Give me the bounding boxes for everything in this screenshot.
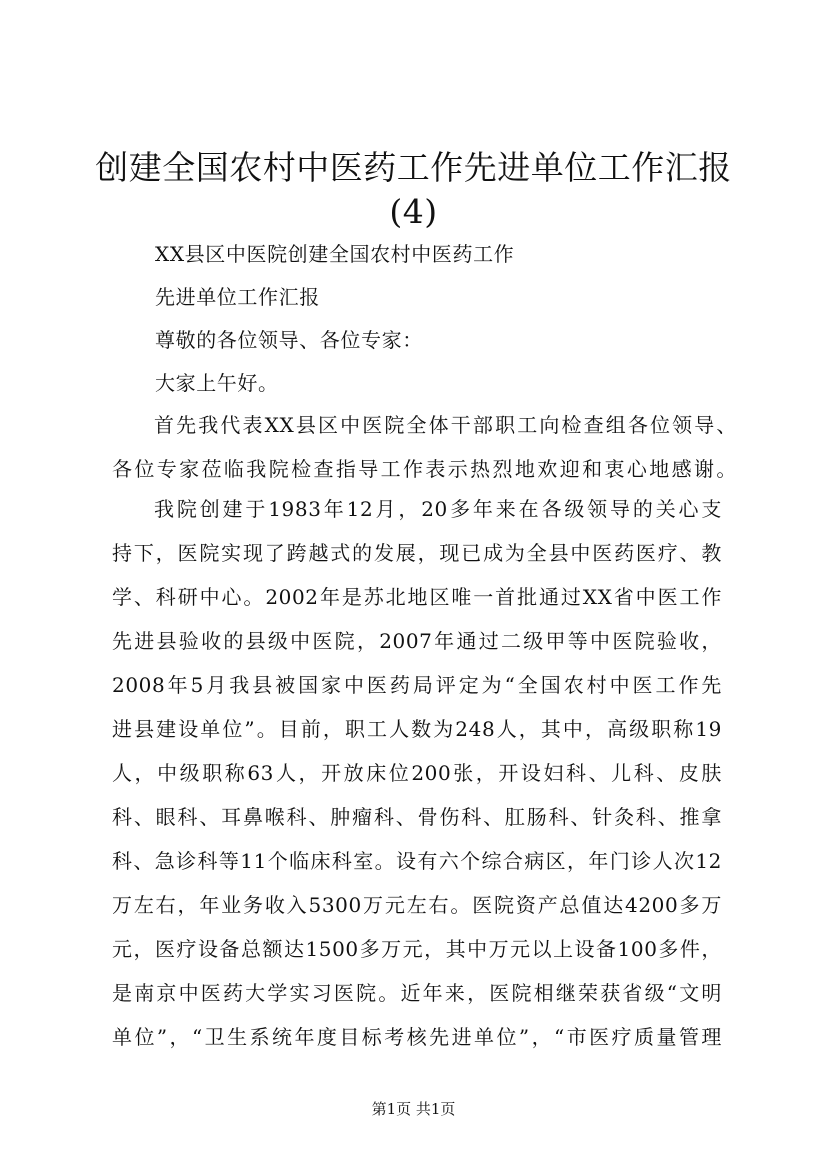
title-line-1: 创建全国农村中医药工作先进单位工作汇报	[95, 148, 732, 187]
paragraph-line: 人，中级职称63人，开放床位200张，开设妇科、儿科、皮肤	[112, 761, 722, 785]
paragraph-line: 学、科研中心。2002年是苏北地区唯一首批通过XX省中医工作	[112, 585, 722, 609]
paragraph-hospital-overview	[112, 487, 722, 1059]
paragraph-line: 科、眼科、耳鼻喉科、肿瘤科、骨伤科、肛肠科、针灸科、推拿	[112, 805, 722, 829]
paragraph-line: 单位”，“卫生系统年度目标考核先进单位”，“市医疗质量管理	[112, 1025, 722, 1049]
paragraph-line: 是南京中医药大学实习医院。近年来，医院相继荣获省级“文明	[112, 981, 722, 1005]
greeting-line: 大家上午好。	[155, 371, 279, 395]
header-line-report-title: 先进单位工作汇报	[155, 285, 320, 309]
paragraph-line: 首先我代表XX县区中医院全体干部职工向检查组各位领导、	[154, 413, 737, 437]
header-line-organization: XX县区中医院创建全国农村中医药工作	[155, 242, 515, 266]
paragraph-line: 2008年5月我县被国家中医药局评定为“全国农村中医工作先	[112, 673, 722, 697]
paragraph-line: 先进县验收的县级中医院，2007年通过二级甲等中医院验收，	[112, 629, 722, 653]
paragraph-welcome	[112, 403, 737, 491]
paragraph-line: 各位专家莅临我院检查指导工作表示热烈地欢迎和衷心地感谢。	[112, 457, 737, 481]
paragraph-line: 万左右，年业务收入5300万元左右。医院资产总值达4200多万	[112, 893, 722, 917]
paragraph-line: 元，医疗设备总额达1500多万元，其中万元以上设备100多件，	[112, 937, 722, 961]
salutation-line: 尊敬的各位领导、各位专家：	[155, 328, 423, 352]
paragraph-line: 我院创建于1983年12月，20多年来在各级领导的关心支	[154, 497, 722, 521]
paragraph-line: 进县建设单位”。目前，职工人数为248人，其中，高级职称19	[112, 717, 722, 741]
title-line-2: (4)	[389, 192, 438, 231]
page-footer: 第1页 共1页	[371, 1100, 456, 1118]
paragraph-line: 科、急诊科等11个临床科室。设有六个综合病区，年门诊人次12	[112, 849, 722, 873]
paragraph-line: 持下，医院实现了跨越式的发展，现已成为全县中医药医疗、教	[112, 541, 722, 565]
document-title	[60, 146, 767, 234]
